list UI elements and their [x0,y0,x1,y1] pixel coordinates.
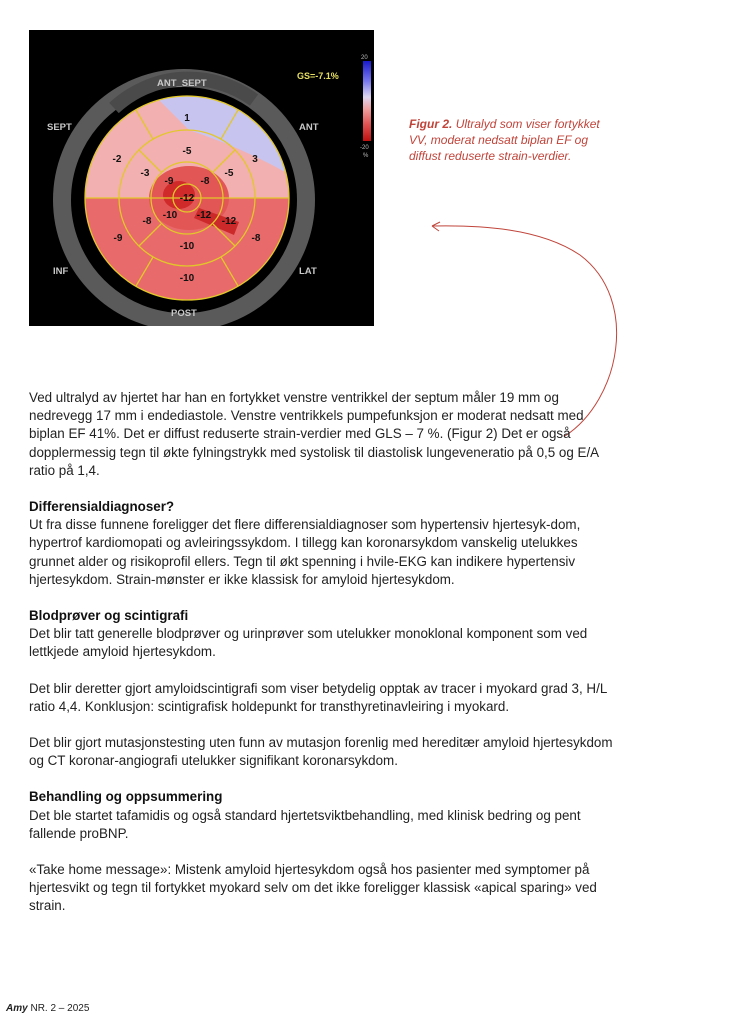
paragraph-behandling: Det ble startet tafamidis og også standard hjertetsviktbehandling, med klinisk bedring og pent fallende proBNP. [29,807,581,841]
color-scale-bar [363,61,371,141]
heading-blodprover: Blodprøver og scintigrafi [29,608,189,624]
seg-value: -12 [179,193,195,204]
seg-value: -8 [251,233,261,244]
heading-behandling: Behandling og oppsummering [29,789,223,805]
seg-value: -9 [164,176,174,187]
seg-value: 1 [184,113,190,124]
scale-top: 20 [361,55,368,61]
paragraph-blodprover: Det blir tatt generelle blodprøver og urinprøver som utelukker monoklonal komponent som ved lettkjede amyloid hjertesykdom. [29,626,588,660]
seg-value: -8 [142,216,152,227]
page-footer [6,1003,89,1014]
seg-value: -8 [200,176,210,187]
paragraph-mutasjon: Det blir gjort mutasjonstesting uten funn av mutasjon forenlig med hereditær amyloid hjertesykdom og CT koronar-angiografi utelukker signifikant koronarsykdom. [29,735,613,769]
seg-value: -5 [224,168,234,179]
label-ant: ANT [299,122,319,133]
caption-label: Figur 2. [409,117,453,131]
seg-value: -10 [162,210,178,221]
label-ant-sept: ANT_SEPT [157,78,207,89]
seg-value: -10 [179,241,195,252]
label-inf: INF [53,266,69,277]
scale-unit: % [363,153,369,159]
paragraph-differensial: Ut fra disse funnene foreligger det flere differensialdiagnoser som hypertensiv hjertesyk-dom, hypertrof kardiomopati og avleiringssykdom. I tillegg kan koronarsykdom vanskelig utelukkes grunnet alder og risikoprofil ellers. Tegn til økt spenning i hvile-EKG kan indikere hypertensiv hjertesykdom. Strain-mønster er ikke klassisk for amyloid hjertesykdom. [29,517,581,587]
seg-value: 3 [252,154,258,165]
seg-value: -12 [196,210,212,221]
seg-value: -3 [140,168,150,179]
arrow-head-icon [432,222,440,231]
paragraph-take-home: «Take home message»: Mistenk amyloid hjertesykdom også hos pasienter med symptomer på hjertesvikt og tegn til fortykket myokard selv om det ikke foreligger klassisk «apical sparing» ved strain. [29,862,597,914]
label-post: POST [171,308,197,319]
figure-caption [409,116,609,164]
strain-bullseye-figure [29,30,374,326]
seg-value: -9 [113,233,123,244]
footer-brand: Amy [6,1003,28,1014]
bullseye-svg [29,30,374,326]
heading-differensial: Differensialdiagnoser? [29,499,175,515]
paragraph-ultralyd: Ved ultralyd av hjertet har han en fortykket venstre ventrikkel der septum måler 19 mm og nedrevegg 17 mm i endediastole. Venstre ventrikkels pumpefunksjon er moderat nedsatt med biplan EF 41%. Det er diffust reduserte strain-verdier med GLS – 7 %. (Figur 2) Det er også dopplermessig tegn til økte fylningstrykk med systolisk til diastolisk lungeveneratio på 0,5 og E/A ratio på 1,4. [29,390,599,478]
label-lat: LAT [299,266,317,277]
article-body [29,389,619,934]
scale-bottom: -20 [360,145,369,151]
seg-value: -2 [112,154,122,165]
footer-issue: NR. 2 – 2025 [30,1003,90,1014]
seg-value: -10 [179,273,195,284]
label-sept: SEPT [47,122,72,133]
paragraph-scintigrafi: Det blir deretter gjort amyloidscintigrafi som viser betydelig opptak av tracer i myokard grad 3, H/L ratio 4,4. Konklusjon: scintigrafisk holdepunkt for transthyretinavleiring i myokard. [29,680,607,714]
seg-value: -12 [221,216,237,227]
gs-value: GS=-7.1% [297,71,339,81]
caption-text: Ultralyd som viser fortykket VV, moderat nedsatt biplan EF og diffust reduserte strain-verdier. [409,117,600,163]
seg-value: -5 [182,146,192,157]
